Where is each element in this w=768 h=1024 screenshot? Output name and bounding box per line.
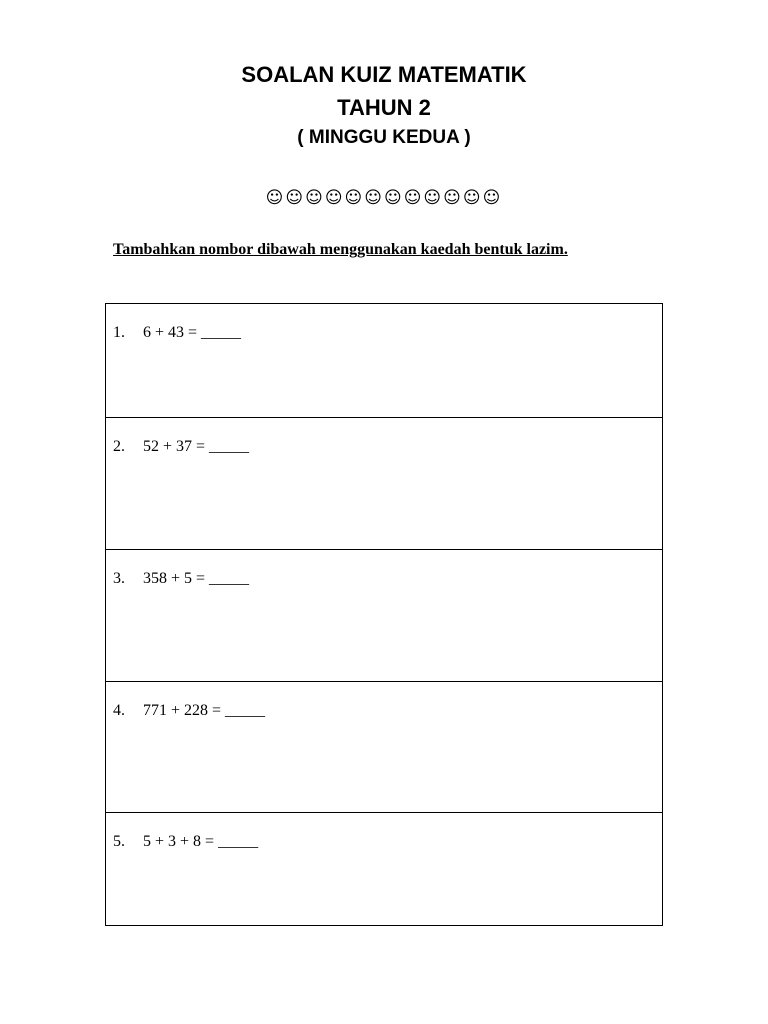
question-number: 4. <box>113 702 125 719</box>
question-text: 5 + 3 + 8 = _____ <box>143 833 259 850</box>
instruction-text: Tambahkan nombor dibawah menggunakan kaedah bentuk lazim. <box>113 241 568 258</box>
question-text: 358 + 5 = _____ <box>143 570 250 587</box>
question-row-2 <box>106 417 662 549</box>
question-row-1 <box>106 304 662 417</box>
question-row-3 <box>106 549 662 681</box>
question-text: 6 + 43 = _____ <box>143 324 242 341</box>
question-row-5 <box>106 812 662 925</box>
question-number: 5. <box>113 833 125 850</box>
page-title: SOALAN KUIZ MATEMATIK <box>241 62 527 87</box>
question-number: 1. <box>113 324 125 341</box>
question-text: 52 + 37 = _____ <box>143 438 250 455</box>
smiley-divider: ☺☺☺☺☺☺☺☺☺☺☺☺ <box>265 188 503 208</box>
question-table <box>105 303 663 926</box>
question-number: 2. <box>113 438 125 455</box>
question-row-4 <box>106 681 662 812</box>
year-heading: TAHUN 2 <box>337 95 431 120</box>
question-text: 771 + 228 = _____ <box>143 702 266 719</box>
question-number: 3. <box>113 570 125 587</box>
week-heading: ( MINGGU KEDUA ) <box>297 127 471 148</box>
